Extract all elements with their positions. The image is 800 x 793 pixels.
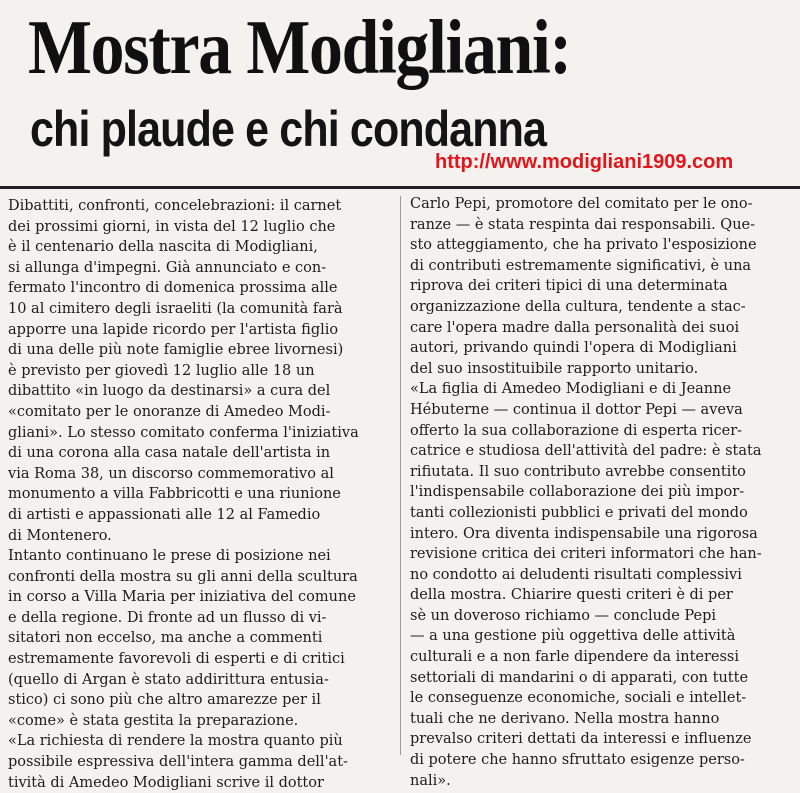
text-line: di artisti e appassionati alle 12 al Famedio xyxy=(8,506,321,523)
text-line: (quello di Argan è stato addirittura entusia- xyxy=(8,671,329,688)
text-line: di contributi estremamente significativi, è una xyxy=(410,257,752,274)
text-line: tanti collezionisti pubblici e privati del mondo xyxy=(410,504,748,521)
text-line: — a una gestione più oggettiva delle attività xyxy=(410,628,736,645)
column-divider xyxy=(400,196,401,755)
text-line: dibattito «in luogo da destinarsi» a cura del xyxy=(8,383,331,400)
text-line: gliani». Lo stesso comitato conferma l'iniziativa xyxy=(8,424,359,441)
text-line: no condotto ai deludenti risultati complessivi xyxy=(410,566,742,583)
text-line: tività di Amedeo Modigliani scrive il dottor xyxy=(8,774,324,791)
header-rule xyxy=(0,186,800,189)
text-line: apporre una lapide ricordo per l'artista figlio xyxy=(8,321,339,338)
headline: Mostra Modigliani: xyxy=(28,4,571,90)
text-line: di una delle più note famiglie ebree livornesi) xyxy=(8,342,344,359)
text-line: revisione critica dei criteri informatori che han- xyxy=(410,546,762,563)
text-line: estremamente favorevoli di esperti e di critici xyxy=(8,651,345,668)
text-line: riprova dei criteri tipici di una determinata xyxy=(410,278,728,295)
text-line: l'indispensabile collaborazione dei più impor- xyxy=(410,484,745,501)
text-line: Dibattiti, confronti, concelebrazioni: il carnet xyxy=(8,198,342,214)
text-line: autori, privando quindi l'opera di Modigliani xyxy=(410,340,737,357)
text-line: «La richiesta di rendere la mostra quanto più xyxy=(8,733,343,750)
text-line: «come» è stata gestita la preparazione. xyxy=(8,712,299,729)
text-line: tuali che ne derivano. Nella mostra hanno xyxy=(410,710,720,727)
text-line: catrice e studiosa dell'attività del padre: è stata xyxy=(410,443,762,460)
right-column xyxy=(410,194,794,791)
text-line: care l'opera madre dalla personalità dei suoi xyxy=(410,319,740,336)
text-line: di Montenero. xyxy=(8,527,112,544)
text-line: possibile espressiva dell'intera gamma dell'at- xyxy=(8,754,348,771)
text-line: sto atteggiamento, che ha privato l'esposizione xyxy=(410,237,757,254)
text-line: del suo insostituibile rapporto unitario. xyxy=(410,360,699,377)
text-line: le conseguenze economiche, sociali e intellet- xyxy=(410,690,747,707)
text-line: fermato l'incontro di domenica prossima alle xyxy=(8,280,338,297)
text-line: Intanto continuano le prese di posizione nei xyxy=(8,548,331,565)
text-line: in corso a Villa Maria per iniziativa del comune xyxy=(8,589,356,606)
text-line: settoriali di mandarini o di apparati, con tutte xyxy=(410,669,749,686)
text-line: prevalso criteri dettati da interessi e influenze xyxy=(410,731,752,748)
text-line: intero. Ora diventa indispensabile una rigorosa xyxy=(410,525,758,542)
text-line: e della regione. Di fronte ad un flusso di vi- xyxy=(8,609,327,626)
text-line: «comitato per le onoranze di Amedeo Modi- xyxy=(8,403,331,420)
text-line: rifiutata. Il suo contributo avrebbe consentito xyxy=(410,463,746,480)
text-line: sè un doveroso richiamo — conclude Pepi xyxy=(410,607,717,624)
text-line: Carlo Pepi, promotore del comitato per le ono- xyxy=(410,196,753,212)
left-column xyxy=(8,196,392,793)
text-line: dei prossimi giorni, in vista del 12 luglio che xyxy=(8,218,336,235)
text-line: confronti della mostra su gli anni della scultura xyxy=(8,568,358,585)
text-line: di una corona alla casa natale dell'artista in xyxy=(8,445,331,462)
text-line: «La figlia di Amedeo Modigliani e di Jeanne xyxy=(410,381,732,398)
text-line: è il centenario della nascita di Modigliani, xyxy=(8,239,318,256)
text-line: nali». xyxy=(410,772,451,789)
text-line: sitatori non eccelso, ma anche a commenti xyxy=(8,630,323,647)
text-line: ranze — è stata respinta dai responsabili. Que- xyxy=(410,216,756,233)
text-line: stico) ci sono più che altro amarezze per il xyxy=(8,692,321,709)
text-line: culturali e a non farle dipendere da interessi xyxy=(410,649,740,666)
text-line: Hébuterne — continua il dottor Pepi — aveva xyxy=(410,401,743,418)
text-line: monumento a villa Fabbricotti e una riunione xyxy=(8,486,341,503)
text-line: della mostra. Chiarire questi criteri è di per xyxy=(410,587,733,604)
text-line: via Roma 38, un discorso commemorativo al xyxy=(8,465,334,482)
watermark-url[interactable]: http://www.modigliani1909.com xyxy=(435,151,734,173)
text-line: è previsto per giovedì 12 luglio alle 18 un xyxy=(8,362,315,379)
subheadline: chi plaude e chi condanna xyxy=(30,101,547,157)
text-line: 10 al cimitero degli israeliti (la comunità farà xyxy=(8,300,343,317)
text-line: organizzazione della cultura, tendente a stac- xyxy=(410,298,746,315)
text-line: di potere che hanno sfruttato esigenze perso- xyxy=(410,752,745,769)
text-line: offerto la sua collaborazione di esperta ricer- xyxy=(410,422,743,439)
text-line: si allunga d'impegni. Già annunciato e con- xyxy=(8,259,327,276)
